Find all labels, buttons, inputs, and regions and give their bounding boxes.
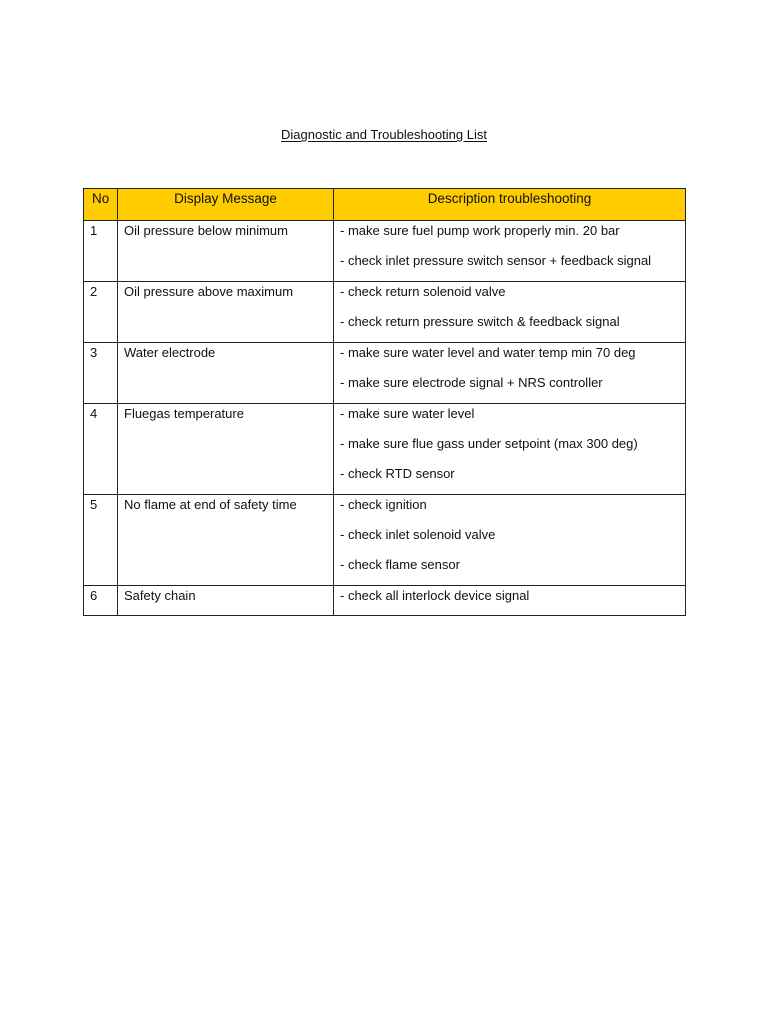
- row-number-text: 3: [90, 345, 98, 360]
- row-number-text: 1: [90, 223, 98, 238]
- row-description: [334, 586, 686, 616]
- row-number: [84, 404, 118, 495]
- description-line: - check return solenoid valve: [340, 284, 506, 299]
- row-message-text: Oil pressure above maximum: [124, 284, 294, 299]
- header-display-message: Display Message: [118, 189, 334, 221]
- row-message: [118, 586, 334, 616]
- description-line: - check all interlock device signal: [340, 588, 530, 603]
- description-line: - check ignition: [340, 497, 427, 512]
- description-line: - check inlet pressure switch sensor + feedback signal: [340, 253, 652, 268]
- table-row: [84, 586, 686, 616]
- row-number: [84, 221, 118, 282]
- row-message-text: Fluegas temperature: [124, 406, 244, 421]
- row-number-text: 4: [90, 406, 98, 421]
- row-number-text: 5: [90, 497, 98, 512]
- description-line: - make sure fuel pump work properly min. 20 bar: [340, 223, 620, 238]
- row-message-text: Oil pressure below minimum: [124, 223, 288, 238]
- row-message-text: Safety chain: [124, 588, 196, 603]
- header-description: Description troubleshooting: [334, 189, 686, 221]
- row-description: [334, 495, 686, 586]
- table-row: [84, 282, 686, 343]
- row-message: [118, 343, 334, 404]
- row-number: [84, 495, 118, 586]
- description-line: - check return pressure switch & feedback signal: [340, 314, 620, 329]
- row-number: [84, 282, 118, 343]
- row-description: [334, 282, 686, 343]
- troubleshooting-table: [83, 188, 686, 616]
- description-line: - make sure electrode signal + NRS controller: [340, 375, 603, 390]
- row-number: [84, 343, 118, 404]
- description-line: - check flame sensor: [340, 557, 460, 572]
- row-description: [334, 221, 686, 282]
- table-row: [84, 495, 686, 586]
- description-line: - make sure flue gass under setpoint (max 300 deg): [340, 436, 638, 451]
- row-description: [334, 343, 686, 404]
- table-row: [84, 404, 686, 495]
- row-number: [84, 586, 118, 616]
- row-message: [118, 404, 334, 495]
- description-line: - check inlet solenoid valve: [340, 527, 496, 542]
- row-message-text: Water electrode: [124, 345, 216, 360]
- row-number-text: 6: [90, 588, 98, 603]
- header-no: No: [84, 189, 118, 221]
- description-line: - make sure water level: [340, 406, 475, 421]
- row-message: [118, 495, 334, 586]
- description-line: - make sure water level and water temp min 70 deg: [340, 345, 636, 360]
- row-description: [334, 404, 686, 495]
- description-line: - check RTD sensor: [340, 466, 455, 481]
- table-row: [84, 221, 686, 282]
- table-row: [84, 343, 686, 404]
- row-number-text: 2: [90, 284, 98, 299]
- row-message-text: No flame at end of safety time: [124, 497, 297, 512]
- table-header-row: [84, 189, 686, 221]
- row-message: [118, 221, 334, 282]
- row-message: [118, 282, 334, 343]
- document-title: Diagnostic and Troubleshooting List: [281, 127, 487, 142]
